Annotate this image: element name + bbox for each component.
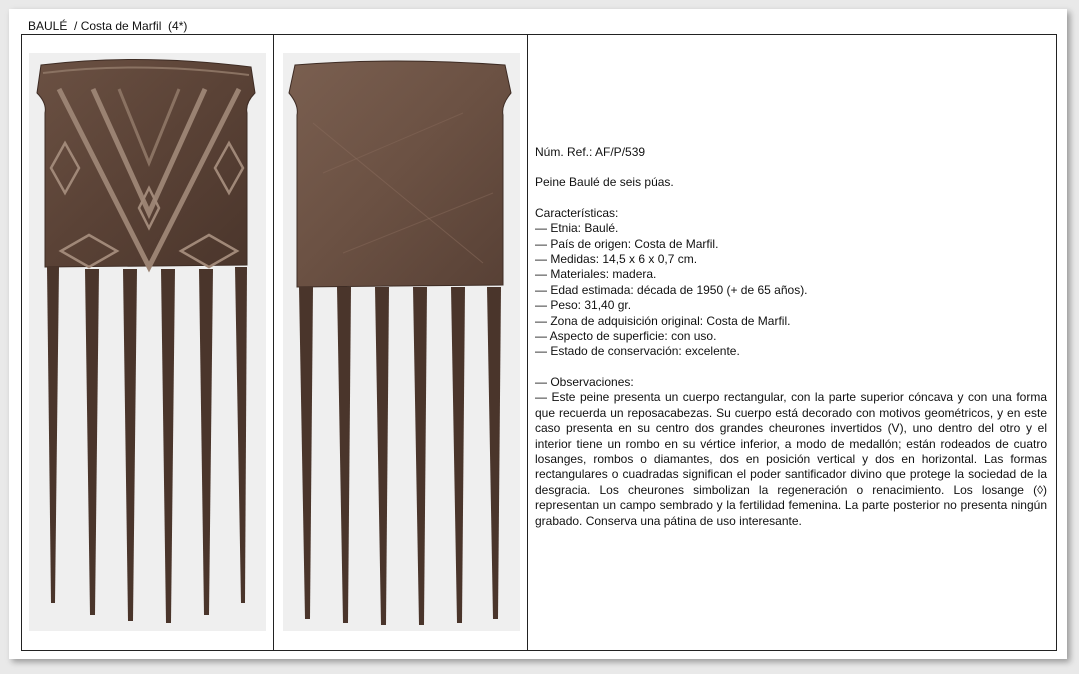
details-text — [535, 145, 1047, 529]
document-sheet — [9, 9, 1067, 659]
observations-text: — Este peine presenta un cuerpo rectangular, con la parte superior cóncava y con una forma que recuerda un reposacabezas. Su cuerpo está decorado con motivos geométricos, y en este caso presenta en su centro dos grandes cheurones invertidos (V), uno dentro del otro y el interior tiene un rombo en su vértice inferior, a modo de medallón; están rodeados de cuatro losanges, rombos o diamantes, dos en posición vertical y dos en horizontal. Las formas rectangulares o cuadradas significan el poder santificador divino que protege la sociedad de la desgracia. Los cheurones simbolizan la regeneración o renacimiento. Los losange (◊) representan un campo sembrado y la fertilidad femenina. La parte posterior no presenta ningún grabado. Conserva una pátina de uso interesante. — [535, 390, 1047, 528]
characteristic-item: — Medidas: 14,5 x 6 x 0,7 cm. — [535, 252, 698, 267]
catalog-table — [21, 34, 1057, 651]
characteristic-item: — Edad estimada: década de 1950 (+ de 65 años). — [535, 282, 808, 297]
item-description: Peine Baulé de seis púas. — [535, 175, 674, 190]
column-divider — [527, 35, 528, 650]
comb-front-photo — [29, 53, 266, 631]
characteristic-item: — Estado de conservación: excelente. — [535, 344, 740, 359]
page-title: BAULÉ / Costa de Marfil (4*) — [28, 19, 188, 33]
characteristics-heading: Características: — [535, 205, 619, 220]
characteristic-item: — País de origen: Costa de Marfil. — [535, 236, 719, 251]
characteristic-item: — Materiales: madera. — [535, 267, 657, 282]
comb-back-plain-icon — [283, 53, 520, 631]
comb-back-photo — [283, 53, 520, 631]
observations-heading: — Observaciones: — [535, 374, 634, 389]
comb-front-carved-icon — [29, 53, 266, 631]
characteristic-item: — Etnia: Baulé. — [535, 221, 619, 236]
characteristic-item: — Aspecto de superficie: con uso. — [535, 329, 717, 344]
reference-number: Núm. Ref.: AF/P/539 — [535, 145, 646, 159]
characteristic-item: — Peso: 31,40 gr. — [535, 298, 632, 313]
column-divider — [273, 35, 274, 650]
characteristic-item: — Zona de adquisición original: Costa de Marfil. — [535, 313, 791, 328]
